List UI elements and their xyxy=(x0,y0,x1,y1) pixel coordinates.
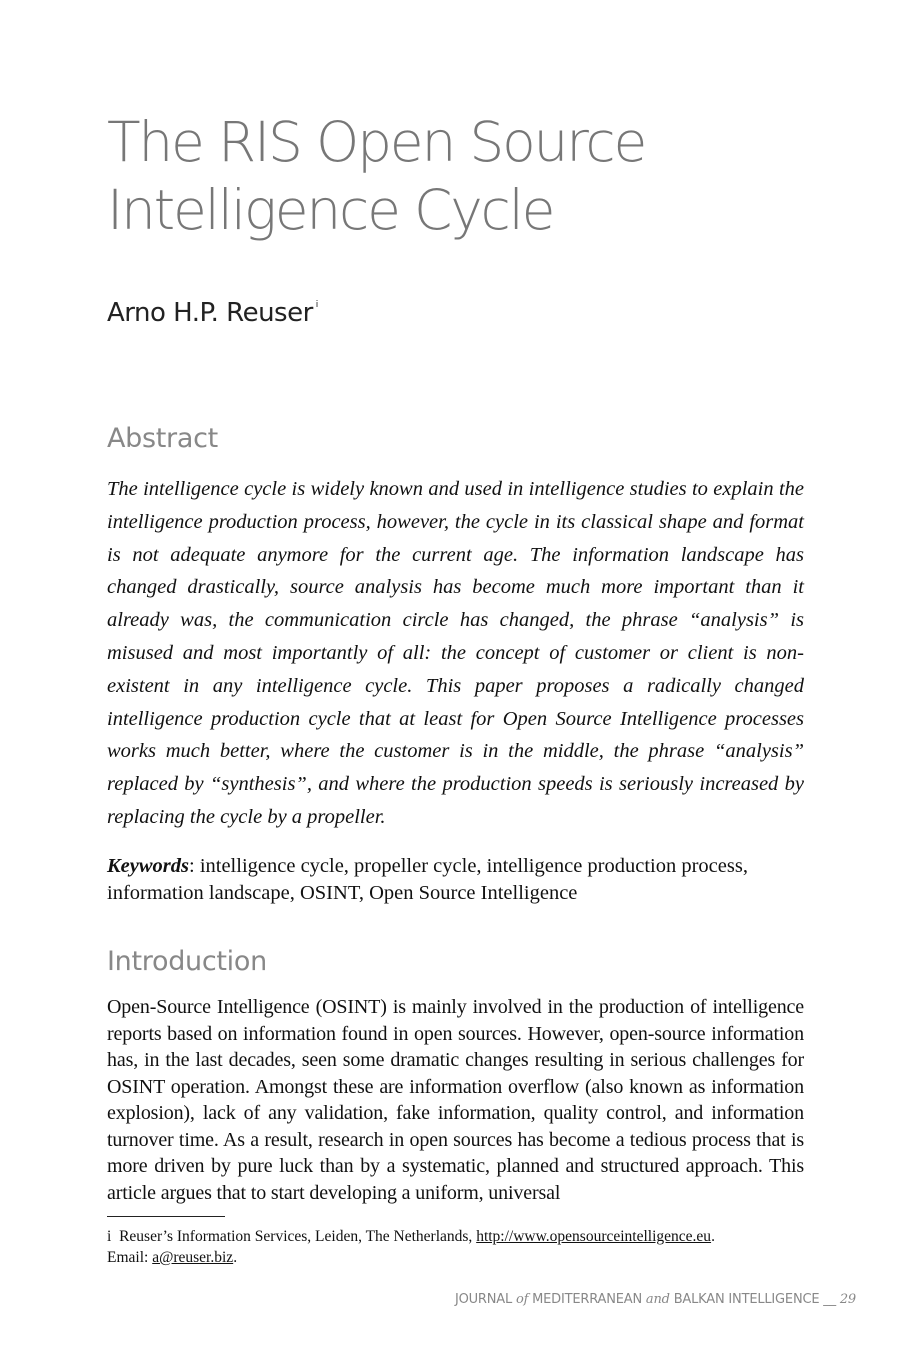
journal-name-part3: BALKAN INTELLIGENCE xyxy=(673,1292,820,1307)
author-footnote-marker[interactable]: i xyxy=(315,300,318,310)
introduction-text: Open-Source Intelligence (OSINT) is mainly involved in the production of intelligence reports based on information found in open sources. However, open-source information has, in the last decades, seen some dramatic changes resulting in serious challenges for OSINT operation. Amongst these are information overflow (also known as information explosion), lack of any validation, fake information, quality control, and information turnover time. As a result, research in open sources has become a tedious process that is more driven by pure luck than by a systematic, planned and structured approach. This article argues that to start developing a uniform, universal xyxy=(107,996,804,1204)
introduction-heading: Introduction xyxy=(107,946,267,977)
journal-name-part1: JOURNAL xyxy=(454,1292,513,1307)
running-footer xyxy=(455,1292,856,1307)
journal-of: of xyxy=(515,1292,529,1307)
keywords-text: : intelligence cycle, propeller cycle, intelligence production process, information landscape, OSINT, Open Source Intelligence xyxy=(107,855,748,904)
keywords-paragraph xyxy=(107,853,804,907)
footnote-website-link[interactable]: http://www.opensourceintelligence.eu xyxy=(476,1228,712,1245)
abstract-heading: Abstract xyxy=(107,423,218,454)
author-line xyxy=(107,298,318,328)
journal-and: and xyxy=(645,1292,670,1307)
footnote-text: Reuser’s Information Services, Leiden, The Netherlands, xyxy=(119,1228,473,1245)
author-name: Arno H.P. Reuser xyxy=(107,298,313,328)
footnote-marker: i xyxy=(107,1228,112,1245)
page-number: 29 xyxy=(839,1292,856,1307)
footnote: i Reuser’s Information Services, Leiden, The Netherlands, http://www.opensourceintelligence.eu. Email: a@reuser.biz. xyxy=(107,1228,715,1266)
abstract-text: The intelligence cycle is widely known and used in intelligence studies to explain the intelligence production process, however, the cycle in its classical shape and format is not adequate anymore for the current age. The information landscape has changed drastically, source analysis has become much more important than it already was, the communication circle has changed, the phrase “analysis” is misused and most importantly of all: the concept of customer or client is non-existent in any intelligence cycle. This paper proposes a radically changed intelligence production cycle that at least for Open Source Intelligence processes works much better, where the customer is in the middle, the phrase “analysis” replaced by “synthesis”, and where the production speeds is seriously increased by replacing the cycle by a propeller. xyxy=(107,478,804,828)
footnote-divider xyxy=(107,1216,225,1217)
journal-name-part2: MEDITERRANEAN xyxy=(532,1292,642,1307)
footer-separator: __ xyxy=(823,1292,836,1307)
footnote-email-label: Email: xyxy=(107,1249,149,1266)
footnote-email-link[interactable]: a@reuser.biz xyxy=(152,1249,234,1266)
keywords-label: Keywords xyxy=(107,855,189,877)
paper-title: The RIS Open Source Intelligence Cycle xyxy=(107,110,646,242)
